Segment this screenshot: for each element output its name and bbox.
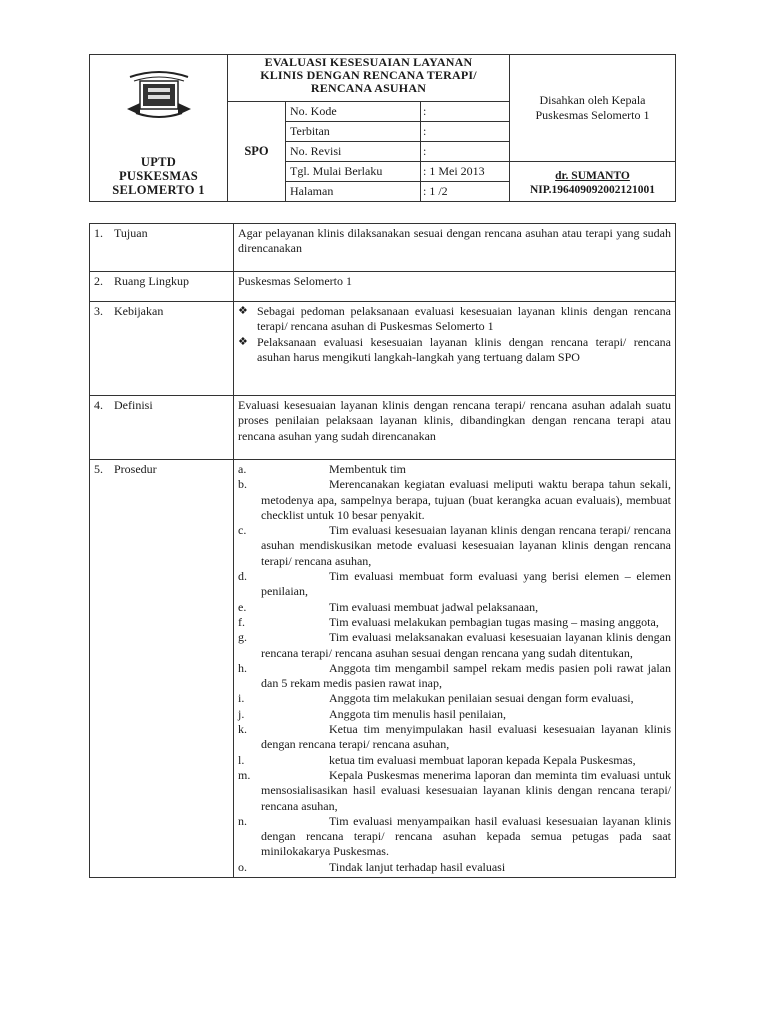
field-value-terbitan: :	[421, 122, 510, 142]
org-line-2: PUSKESMAS	[118, 169, 199, 183]
spo-body-table	[89, 223, 676, 878]
field-key-tgl: Tgl. Mulai Berlaku	[286, 162, 421, 182]
section-label-cell	[90, 302, 234, 396]
puskesmas-logo-icon	[126, 69, 192, 121]
procedure-step	[238, 722, 671, 753]
section-label-cell	[90, 224, 234, 272]
step-letter: h.	[238, 660, 247, 675]
procedure-step	[238, 860, 671, 875]
definisi-text: Evaluasi kesesuaian layanan klinis dengan rencana terapi/ rencana asuhan adalah suatu proses penilaian pelaksaan layanan klinis, dibandingkan dengan rencana terapi atau rencana asuhan yang sudah direncanakan	[234, 396, 676, 460]
procedure-step	[238, 523, 671, 569]
document-title	[228, 55, 510, 102]
step-text: Tindak lanjut terhadap hasil evaluasi	[329, 859, 506, 874]
section-number: 3.	[94, 304, 103, 318]
approval-line-1: Disahkan oleh Kepala	[539, 93, 646, 107]
field-value-halaman: : 1 /2	[421, 182, 510, 202]
procedure-step	[238, 462, 671, 477]
section-number: 2.	[94, 274, 103, 288]
field-key-revisi: No. Revisi	[286, 142, 421, 162]
title-line-1: EVALUASI KESESUAIAN LAYANAN	[264, 55, 473, 69]
procedure-step	[238, 661, 671, 692]
org-line-3: SELOMERTO 1	[112, 183, 205, 197]
section-row-kebijakan	[90, 302, 676, 396]
field-key-terbitan: Terbitan	[286, 122, 421, 142]
section-label: Kebijakan	[114, 304, 164, 318]
step-text: Ketua tim menyimpulakan hasil evaluasi kesesuaian layanan klinis dengan rencana terapi/ rencana asuhan,	[261, 722, 671, 752]
step-text: Membentuk tim	[329, 462, 406, 476]
section-label-cell	[90, 460, 234, 878]
step-letter: j.	[238, 706, 245, 721]
step-letter: m.	[238, 767, 251, 782]
section-row-definisi	[90, 396, 676, 460]
approval-line-2: Puskesmas Selomerto 1	[535, 108, 650, 122]
diamond-bullet-icon: ❖	[238, 305, 248, 317]
procedure-step	[238, 615, 671, 630]
step-letter: f.	[238, 614, 245, 629]
org-cell	[90, 55, 228, 202]
header-table	[89, 54, 676, 202]
step-text: Tim evaluasi melaksanakan evaluasi kesesuaian layanan klinis dengan rencana terapi/ rencana asuhan sesuai dengan rencana yang sudah ditentukan,	[261, 630, 671, 660]
step-letter: l.	[238, 752, 245, 767]
procedure-step	[238, 477, 671, 523]
procedure-step	[238, 569, 671, 600]
section-row-prosedur	[90, 460, 676, 878]
step-text: Tim evaluasi menyampaikan hasil evaluasi kesesuaian layanan klinis dengan rencana terapi/ rencana asuhan kepada semua petugas pada saat minilokakarya Puskesmas.	[261, 813, 671, 859]
approval-cell	[510, 55, 676, 162]
procedure-step	[238, 753, 671, 768]
diamond-bullet-icon: ❖	[238, 335, 248, 348]
tujuan-text: Agar pelayanan klinis dilaksanakan sesuai dengan rencana asuhan atau terapi yang sudah direncanakan	[234, 224, 676, 272]
procedure-step	[238, 707, 671, 722]
step-letter: b.	[238, 477, 247, 492]
field-value-revisi: :	[421, 142, 510, 162]
step-text: Merencanakan kegiatan evaluasi meliputi waktu berapa tahun sekali, metodenya apa, sampelnya berapa, tujuan (buat kerangka acuan evaluais), membuat checklist untuk 10 besar penyakit.	[261, 477, 671, 522]
step-text: Tim evaluasi membuat jadwal pelaksanaan,	[329, 599, 539, 614]
bullet-text: Sebagai pedoman pelaksanaan evaluasi kesesuaian layanan klinis dengan rencana terapi/ rencana asuhan di Puskesmas Selomerto 1	[257, 304, 671, 334]
step-letter: n.	[238, 813, 247, 828]
field-key-halaman: Halaman	[286, 182, 421, 202]
section-label-cell	[90, 396, 234, 460]
step-letter: i.	[238, 691, 245, 706]
section-row-ruang-lingkup	[90, 272, 676, 302]
step-letter: c.	[238, 523, 247, 538]
title-line-2: KLINIS DENGAN RENCANA TERAPI/	[260, 68, 477, 82]
step-letter: e.	[238, 599, 247, 614]
procedure-step	[238, 814, 671, 860]
step-letter: a.	[238, 462, 247, 476]
section-label: Ruang Lingkup	[114, 274, 189, 288]
step-text: Anggota tim melakukan penilaian sesuai dengan form evaluasi,	[329, 691, 634, 706]
section-label-cell	[90, 272, 234, 302]
procedure-step	[238, 630, 671, 661]
kebijakan-bullet	[238, 304, 671, 335]
section-number: 4.	[94, 398, 103, 412]
signature-cell	[510, 162, 676, 202]
bullet-text: Pelaksanaan evaluasi kesesuaian layanan klinis dengan rencana terapi/ rencana asuhan harus mengikuti langkah-langkah yang tertuang dalam SPO	[257, 334, 671, 364]
procedure-step	[238, 600, 671, 615]
step-text: Anggota tim menulis hasil penilaian,	[329, 706, 506, 721]
section-label: Prosedur	[114, 462, 157, 476]
step-letter: d.	[238, 569, 247, 584]
section-row-tujuan	[90, 224, 676, 272]
field-value-tgl: : 1 Mei 2013	[421, 162, 510, 182]
spo-label: SPO	[228, 102, 286, 202]
signer-name: dr. SUMANTO	[555, 170, 630, 182]
ruang-lingkup-text: Puskesmas Selomerto 1	[234, 272, 676, 302]
step-letter: k.	[238, 722, 247, 737]
kebijakan-content	[234, 302, 676, 396]
title-line-3: RENCANA ASUHAN	[310, 81, 427, 95]
section-label: Tujuan	[114, 226, 148, 240]
step-text: Tim evaluasi melakukan pembagian tugas masing – masing anggota,	[329, 614, 659, 629]
step-text: Tim evaluasi membuat form evaluasi yang berisi elemen – elemen penilaian,	[261, 569, 671, 599]
step-text: Anggota tim mengambil sampel rekam medis pasien poli rawat jalan dan 5 rekam medis pasien rawat inap,	[261, 660, 671, 691]
procedure-step	[238, 691, 671, 706]
signer-nip: NIP.196409092002121001	[529, 184, 656, 196]
org-line-1: UPTD	[140, 155, 177, 169]
step-text: ketua tim evaluasi membuat laporan kepada Kepala Puskesmas,	[329, 752, 636, 767]
step-text: Kepala Puskesmas menerima laporan dan meminta tim evaluasi untuk mensosialisasikan hasil evaluasi kesesuaian layanan klinis dengan rencana terapi/ rencana asuhan,	[261, 767, 671, 813]
section-number: 1.	[94, 226, 103, 240]
step-text: Tim evaluasi kesesuaian layanan klinis dengan rencana terapi/ rencana asuhan mendiskusikan metode evaluasi kesesuaian layanan klinis dengan rencana terapi/ rencana asuhan,	[261, 523, 671, 568]
step-letter: g.	[238, 630, 247, 645]
field-value-kode: :	[421, 102, 510, 122]
field-key-kode: No. Kode	[286, 102, 421, 122]
section-number: 5.	[94, 462, 103, 476]
prosedur-content	[234, 460, 676, 878]
section-label: Definisi	[114, 398, 153, 412]
logo-area	[90, 55, 227, 125]
procedure-step	[238, 768, 671, 814]
kebijakan-bullet	[238, 335, 671, 366]
step-letter: o.	[238, 859, 247, 874]
